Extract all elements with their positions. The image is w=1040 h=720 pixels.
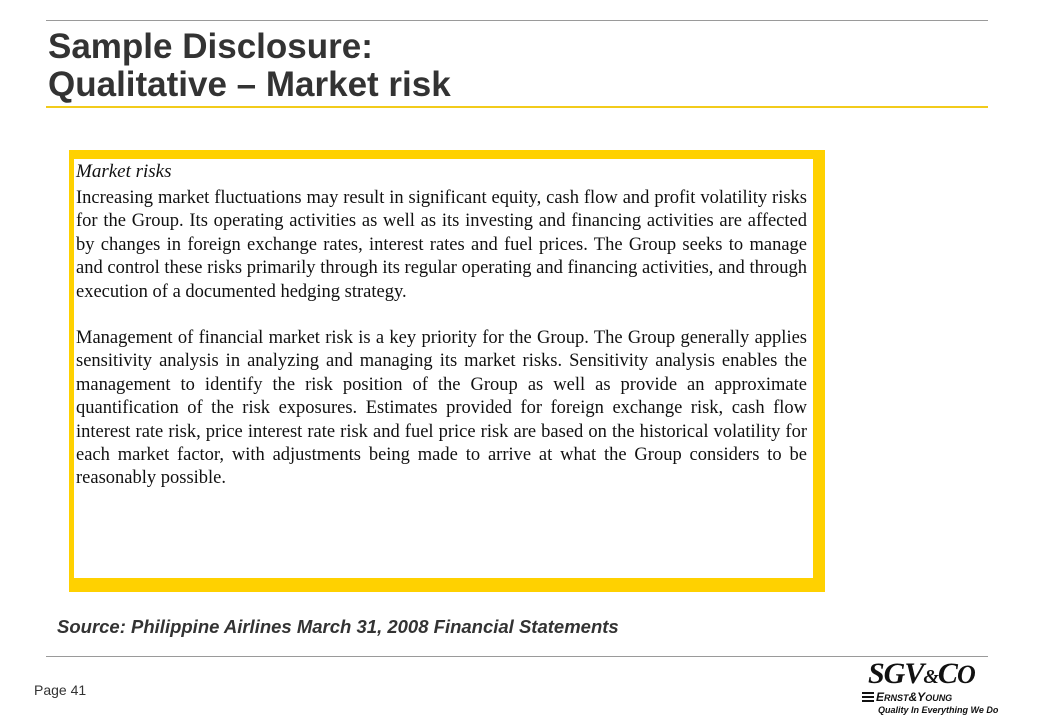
logo-main-text: SGV&CO bbox=[868, 657, 975, 690]
excerpt-heading: Market risks bbox=[76, 161, 172, 182]
logo-sub-text: ERNST&YOUNG bbox=[862, 690, 952, 705]
page-number: Page 41 bbox=[34, 682, 87, 698]
ernst-young-bars-icon bbox=[862, 692, 874, 702]
title-underline bbox=[46, 106, 988, 108]
sgv-ernst-young-logo bbox=[862, 657, 999, 718]
source-caption: Source: Philippine Airlines March 31, 2008 Financial Statements bbox=[57, 616, 619, 637]
excerpt-panel bbox=[69, 150, 825, 592]
logo-tagline: Quality In Everything We Do bbox=[878, 705, 999, 715]
excerpt-paragraph-1: Increasing market fluctuations may result in significant equity, cash flow and profit volatility risks for the Group. Its operating activities as well as its investing and financing activities are affected by changes in foreign exchange rates, interest rates and fuel prices. The Group seeks to manage and control these risks primarily through its regular operating and financing activities, and through execution of a documented hedging strategy. bbox=[76, 188, 807, 302]
page-title bbox=[48, 28, 451, 104]
page-title-line-2: Qualitative – Market risk bbox=[48, 65, 451, 104]
top-divider bbox=[46, 20, 988, 21]
footer-divider bbox=[46, 656, 988, 657]
excerpt-paragraph-2: Management of financial market risk is a key priority for the Group. The Group generally applies sensitivity analysis in analyzing and managing its market risks. Sensitivity analysis enables the management to identify the risk position of the Group as well as provide an approximate quantification of the risk exposures. Estimates provided for foreign exchange risk, cash flow interest rate risk, price interest rate risk and fuel price risk are based on the historical volatility for each market factor, with adjustments being made to arrive at what the Group considers to be reasonably possible. bbox=[76, 328, 807, 489]
page-title-line-1: Sample Disclosure: bbox=[48, 27, 373, 66]
excerpt-content bbox=[74, 159, 813, 491]
